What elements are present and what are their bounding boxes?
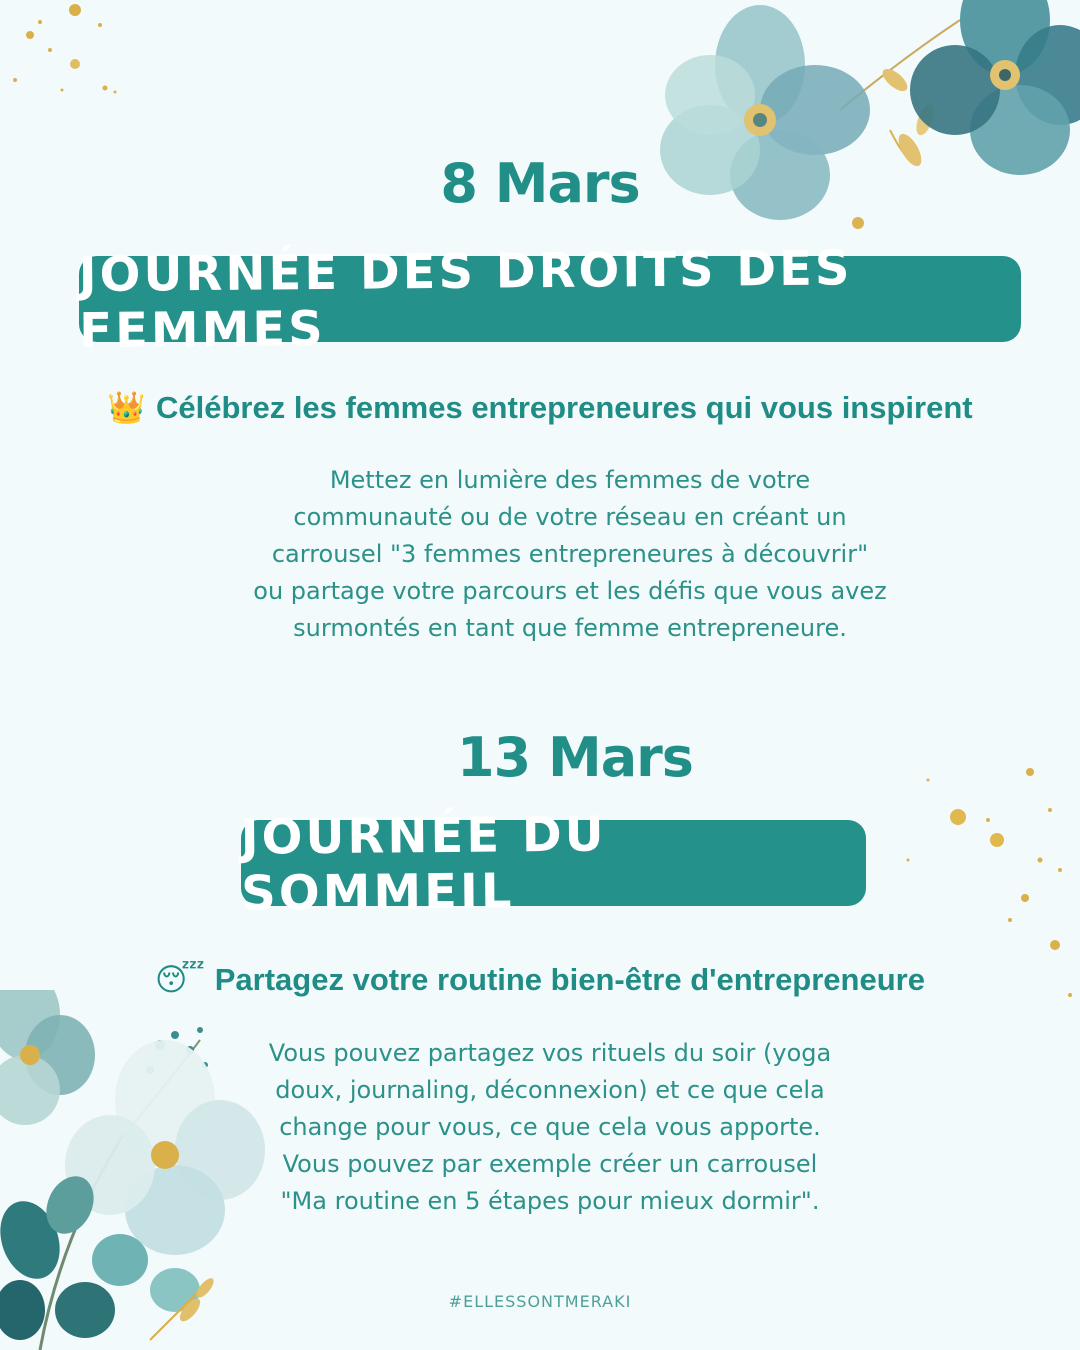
hashtag-footer: #ELLESSONTMERAKI <box>448 1292 632 1311</box>
description-line: surmontés en tant que femme entrepreneure. <box>293 614 847 642</box>
event-subtitle-text: Célébrez les femmes entrepreneures qui vous inspirent <box>155 390 973 425</box>
description-line: Vous pouvez partagez vos rituels du soir (yoga <box>268 1039 832 1067</box>
gold-splatter-top-left <box>0 0 140 110</box>
crown-icon: 👑 <box>107 390 146 426</box>
date-heading: 13 Mars <box>457 726 693 789</box>
event-banner <box>78 240 1021 360</box>
event-subtitle-text: Partagez votre routine bien-être d'entrepreneure <box>214 962 925 997</box>
description-line: Vous pouvez par exemple créer un carrousel <box>282 1150 818 1178</box>
event-description <box>160 462 980 647</box>
event-description <box>240 1035 860 1220</box>
description-line: doux, journaling, déconnexion) et ce que cela <box>275 1076 825 1104</box>
event-subtitle <box>0 962 1080 998</box>
description-line: communauté ou de votre réseau en créant un <box>293 503 847 531</box>
event-banner <box>240 806 866 922</box>
description-line: ou partage votre parcours et les défis que vous avez <box>253 577 887 605</box>
event-banner-label: JOURNÉE DU SOMMEIL <box>240 806 607 922</box>
description-line: change pour vous, ce que cela vous apporte. <box>279 1113 821 1141</box>
date-heading: 8 Mars <box>440 152 640 215</box>
description-line: "Ma routine en 5 étapes pour mieux dormir". <box>280 1187 820 1215</box>
event-subtitle <box>0 389 1080 426</box>
event-banner-label: JOURNÉE DES DROITS DES FEMMES <box>78 240 853 360</box>
description-line: Mettez en lumière des femmes de votre <box>329 466 811 494</box>
sleeping-face-icon: 😴 <box>155 962 205 998</box>
description-line: carrousel "3 femmes entrepreneures à découvrir" <box>271 540 869 568</box>
